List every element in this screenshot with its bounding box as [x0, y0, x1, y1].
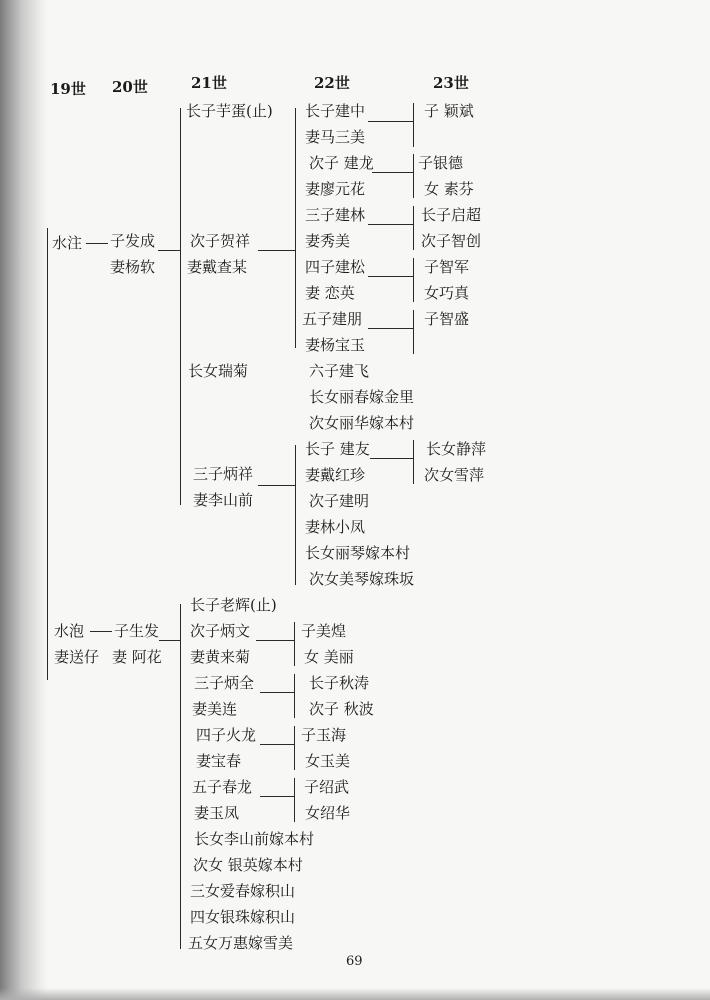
header-gen-22: 22世: [314, 74, 350, 92]
g21-b-1: 次子炳文: [190, 622, 251, 640]
g23-a-3: 长子启超: [421, 206, 482, 224]
g22-a-11: 长女丽春嫁金里: [309, 388, 415, 406]
g22-a-3: 妻廖元花: [305, 180, 366, 198]
g22-a-7: 妻 恋英: [305, 284, 355, 302]
g22-a-6: 四子建松: [305, 258, 366, 276]
g22-b-2: 长子秋涛: [309, 674, 370, 692]
g22-b-bracket-2: [294, 674, 295, 718]
g20-a-son: 子发成: [110, 232, 156, 250]
g23-a-0: 子 颖斌: [424, 102, 474, 120]
g22-a-4: 三子建林: [305, 206, 366, 224]
g22-b-bracket-3: [294, 726, 295, 770]
g20-b-wife: 妻 阿花: [112, 648, 162, 666]
g20-b-son: 子生发: [114, 622, 160, 640]
g21-a-5: 妻李山前: [193, 491, 254, 509]
g23-link-6: [370, 458, 413, 459]
g21-b-2: 妻黄来菊: [190, 648, 251, 666]
g21-a-0: 长子芋蛋(止): [186, 102, 273, 120]
g23-a-6: 女巧真: [424, 284, 470, 302]
g23-bracket-5: [413, 310, 414, 354]
g21-b-0: 长子老辉(止): [190, 596, 277, 614]
g23-bracket-2: [413, 154, 414, 198]
scan-edge-shadow: [0, 0, 48, 1000]
g21-a-bracket: [180, 108, 181, 505]
g23-bracket-6: [413, 440, 414, 484]
g22-a-0: 长子建中: [305, 102, 366, 120]
g23-a-2: 女 素芬: [424, 180, 474, 198]
g21-b-3: 三子炳全: [194, 674, 255, 692]
g20-a-wife: 妻杨软: [110, 258, 156, 276]
g22-b-4: 子玉海: [301, 726, 347, 744]
g22-b-3: 次子 秋波: [309, 700, 374, 718]
g23-bracket-4: [413, 258, 414, 302]
g19-b-wife: 妻送仔: [54, 648, 100, 666]
g21-b-13: 五女万惠嫁雪美: [188, 934, 294, 952]
g22-a-1: 妻马三美: [305, 128, 366, 146]
g22-a-bracket-2: [295, 445, 296, 585]
g22-b-bracket-4: [294, 778, 295, 822]
g21-a-3: 长女瑞菊: [188, 362, 249, 380]
g22-b-link-1: [256, 640, 294, 641]
g21-b-12: 四女银珠嫁积山: [190, 908, 296, 926]
g22-b-link-2: [260, 692, 294, 693]
g22-b-link-3: [260, 744, 294, 745]
g23-bracket-1: [413, 103, 414, 147]
g23-link-1: [368, 121, 413, 122]
g22-b-0: 子美煌: [301, 622, 347, 640]
g22-a-15: 次子建明: [309, 492, 370, 510]
header-gen-20: 20世: [112, 78, 148, 96]
g23-bracket-3: [413, 206, 414, 250]
g22-a-10: 六子建飞: [309, 362, 370, 380]
g22-a-16: 妻林小凤: [305, 518, 366, 536]
header-gen-23: 23世: [433, 74, 469, 92]
g21-b-8: 妻玉凤: [194, 804, 240, 822]
g23-a-7: 子智盛: [424, 310, 470, 328]
g22-a-17: 长女丽琴嫁本村: [305, 544, 411, 562]
g21-a-4: 三子炳祥: [193, 465, 254, 483]
g23-a-1: 子银德: [418, 154, 464, 172]
g21-a-1: 次子贺祥: [190, 232, 251, 250]
g19-trunk-line: [47, 228, 48, 680]
g22-a-12: 次女丽华嫁本村: [309, 414, 415, 432]
g19-b-connector: [90, 631, 112, 632]
g23-a-5: 子智军: [424, 258, 470, 276]
g22-a-2: 次子 建龙: [309, 154, 374, 172]
g21-a4-to-g22-line: [258, 485, 295, 486]
g21-b-11: 三女爱春嫁积山: [190, 882, 296, 900]
g22-b-5: 女玉美: [305, 752, 351, 770]
header-gen-21: 21世: [191, 74, 227, 92]
g21-b-10: 次女 银英嫁本村: [193, 856, 303, 874]
g23-a-9: 次女雪萍: [424, 466, 485, 484]
g22-b-7: 女绍华: [305, 804, 351, 822]
g22-a-18: 次女美琴嫁珠坂: [309, 570, 415, 588]
g22-b-link-4: [260, 796, 294, 797]
g21-b-5: 四子火龙: [196, 726, 257, 744]
g22-a-14: 妻戴红珍: [305, 466, 366, 484]
g23-a-4: 次子智创: [421, 232, 482, 250]
scan-bottom-shadow: [0, 988, 710, 1000]
g21-b-4: 妻美连: [192, 700, 238, 718]
g19-b-name: 水泡: [54, 622, 85, 640]
g20-b-to-g21-line: [159, 640, 180, 641]
g22-a-5: 妻秀美: [305, 232, 351, 250]
page-number: 69: [346, 954, 363, 969]
g19-a-connector: [86, 243, 108, 244]
g21-b-9: 长女李山前嫁本村: [194, 830, 315, 848]
g22-a-bracket-1: [295, 108, 296, 348]
g22-a-9: 妻杨宝玉: [305, 336, 366, 354]
g23-a-8: 长女静萍: [426, 440, 487, 458]
g22-b-bracket-1: [294, 622, 295, 666]
g23-link-3: [368, 224, 413, 225]
g22-a-13: 长子 建友: [305, 440, 370, 458]
g23-link-4: [368, 276, 413, 277]
g21-b-6: 妻宝春: [196, 752, 242, 770]
g22-a-8: 五子建朋: [302, 310, 363, 328]
g21-a1-to-g22-line: [258, 250, 295, 251]
header-gen-19: 19世: [50, 80, 86, 98]
g23-link-5: [368, 328, 413, 329]
g22-b-1: 女 美丽: [304, 648, 354, 666]
g21-a-2: 妻戴查某: [187, 258, 248, 276]
g23-link-2: [372, 172, 413, 173]
g21-b-bracket: [180, 604, 181, 949]
g22-b-6: 子绍武: [304, 778, 350, 796]
g19-a-name: 水注: [52, 234, 83, 252]
g21-b-7: 五子春龙: [192, 778, 253, 796]
g20-a-to-g21-line: [158, 250, 180, 251]
